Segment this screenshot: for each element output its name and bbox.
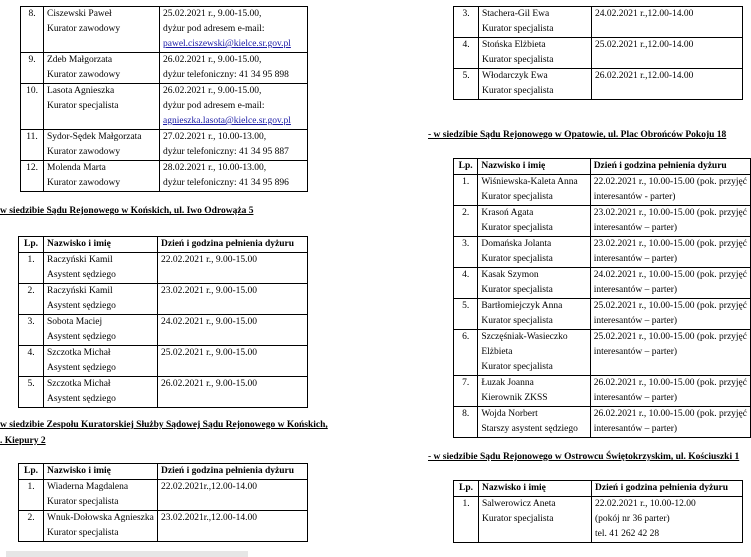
row-name-line: Kurator specjalista: [47, 528, 119, 538]
row-name-cell: [479, 38, 592, 69]
row-duty-cell: [158, 315, 308, 346]
table-row: [19, 346, 308, 377]
table-row: [454, 69, 743, 100]
row-duty-line: dyżur telefoniczny: 41 34 95 898: [163, 70, 289, 80]
row-lp: 5.: [454, 299, 478, 330]
row-name-cell: [44, 315, 158, 346]
row-name-line: Kurator specjalista: [481, 285, 553, 295]
row-name-line: Włodarczyk Ewa: [482, 71, 548, 81]
row-lp: 1.: [454, 175, 478, 206]
row-duty-line: 23.02.2021r.,12.00-14.00: [161, 513, 258, 523]
row-duty-line: 26.02.2021 r., 9.00-15.00,: [163, 86, 262, 96]
row-lp: 8.: [21, 7, 44, 53]
row-name-line: Ciszewski Paweł: [47, 9, 112, 19]
row-duty-line: interesantów – parter): [593, 393, 678, 403]
row-lp: 2.: [19, 284, 44, 315]
row-lp: 7.: [454, 376, 478, 407]
row-duty-cell: [160, 130, 308, 161]
row-duty-line: 25.02.2021 r.,12.00-14.00: [595, 40, 694, 50]
row-duty-line: (pokój nr 36 parter): [595, 514, 670, 524]
row-lp: 4.: [19, 346, 44, 377]
row-name-line: Kurator zawodowy: [47, 147, 121, 157]
row-duty-cell: [158, 253, 308, 284]
row-lp: 3.: [454, 7, 479, 38]
table-row: [454, 497, 743, 543]
table-header-row: [19, 237, 308, 253]
row-name-line: Kurator zawodowy: [47, 178, 121, 188]
section-heading-konskie: w siedzibie Sądu Rejonowego w Końskich, ul. Iwo Odrowąża 5: [0, 206, 254, 216]
row-name-line: Lasota Agnieszka: [47, 86, 115, 96]
row-name-line: Kurator specjalista: [481, 362, 553, 372]
row-name-cell: [44, 253, 158, 284]
row-duty-line: 22.02.2021 r., 10.00-12.00: [595, 499, 696, 509]
row-name-line: Kurator specjalista: [481, 223, 553, 233]
row-duty-line: 25.02.2021 r., 9.00-15.00,: [163, 9, 262, 19]
row-duty-cell: [158, 284, 308, 315]
row-name-line: Bartłomiejczyk Anna: [481, 301, 563, 311]
table-row: [19, 377, 308, 408]
table-ostrowiec-block: [453, 480, 743, 543]
row-duty-cell: [590, 237, 750, 268]
row-name-line: Szczotka Michał: [47, 348, 111, 358]
email-link: agnieszka.lasota@kielce.sr.gov.pl: [163, 116, 291, 126]
row-name-line: Kurator specjalista: [481, 254, 553, 264]
row-duty-cell: [590, 330, 750, 376]
row-duty-line: 25.02.2021 r., 9.00-15.00: [161, 348, 258, 358]
header-duty: Dzień i godzina pełnienia dyżuru: [158, 464, 308, 480]
table-row: [454, 330, 751, 376]
row-name-cell: [478, 330, 590, 376]
row-name-line: Kurator specjalista: [482, 514, 554, 524]
row-lp: 5.: [454, 69, 479, 100]
row-duty-line: 22.02.2021r.,12.00-14.00: [161, 482, 258, 492]
row-duty-line: 23.02.2021 r., 10.00-15.00 (pok. przyjęć: [593, 239, 747, 249]
table-row: [21, 130, 308, 161]
duty-table-opatow: [453, 158, 751, 438]
row-duty-line: interesantów – parter): [593, 316, 678, 326]
row-name-line: Kurator specjalista: [481, 192, 553, 202]
table-header-row: [454, 481, 743, 497]
row-name-line: Sobota Maciej: [47, 317, 103, 327]
table-row: [19, 284, 308, 315]
row-duty-cell: [158, 511, 308, 542]
row-name-line: Asystent sędziego: [47, 332, 116, 342]
row-name-line: Kurator specjalista: [482, 24, 554, 34]
table-header-row: [454, 159, 751, 175]
table-row: [19, 480, 308, 511]
row-name-line: Kierownik ZKSS: [481, 393, 548, 403]
duty-table-zespol: [18, 463, 308, 542]
row-duty-line: interesantów - parter): [593, 192, 676, 202]
row-duty-cell: [158, 346, 308, 377]
row-lp: 4.: [454, 38, 479, 69]
table-row: [21, 161, 308, 192]
row-duty-line: dyżur pod adresem e-mail:: [163, 101, 265, 111]
row-name-line: Szczęśniak-Wasieczko: [481, 332, 568, 342]
row-lp: 8.: [454, 407, 478, 438]
section-heading-zespol: w siedzibie Zespołu Kuratorskiej Służby Sądowej Sądu Rejonowego w Końskich,: [0, 420, 328, 430]
row-duty-cell: [160, 7, 308, 53]
row-duty-cell: [158, 480, 308, 511]
row-duty-line: dyżur pod adresem e-mail:: [163, 24, 265, 34]
table-row: [454, 206, 751, 237]
row-name-cell: [478, 206, 590, 237]
row-name-line: Wiśniewska-Kaleta Anna: [481, 177, 578, 187]
section-heading-opatow: - w siedzibie Sądu Rejonowego w Opatowie, ul. Plac Obrońców Pokoju 18: [428, 130, 727, 140]
row-lp: 10.: [21, 84, 44, 130]
row-name-cell: [44, 84, 160, 130]
row-duty-line: dyżur telefoniczny: 41 34 95 896: [163, 178, 289, 188]
header-lp: Lp.: [454, 481, 479, 497]
row-duty-cell: [590, 268, 750, 299]
row-lp: 1.: [19, 253, 44, 284]
row-duty-cell: [590, 175, 750, 206]
row-name-cell: [44, 130, 160, 161]
row-name-line: Wojda Norbert: [481, 409, 538, 419]
row-name-line: Stońska Elżbieta: [482, 40, 546, 50]
row-duty-cell: [592, 69, 743, 100]
row-name-cell: [478, 376, 590, 407]
duty-table-konskie: [18, 236, 308, 408]
header-name: Nazwisko i imię: [44, 237, 158, 253]
row-duty-line: 24.02.2021 r.,12.00-14.00: [595, 9, 694, 19]
row-duty-line: 25.02.2021 r., 10.00-15.00 (pok. przyjęć: [593, 301, 747, 311]
header-name: Nazwisko i imię: [478, 159, 590, 175]
row-name-cell: [44, 377, 158, 408]
row-name-line: Domańska Jolanta: [481, 239, 552, 249]
header-lp: Lp.: [454, 159, 478, 175]
row-duty-line: 26.02.2021 r., 9.00-15.00,: [163, 55, 262, 65]
row-name-line: Asystent sędziego: [47, 270, 116, 280]
row-duty-line: interesantów – parter): [593, 254, 678, 264]
row-name-cell: [478, 299, 590, 330]
row-duty-cell: [160, 53, 308, 84]
row-duty-line: 26.02.2021 r., 10.00-15.00 (pok. przyjęć: [593, 409, 747, 419]
row-name-line: Molenda Marta: [47, 163, 106, 173]
row-duty-cell: [592, 38, 743, 69]
row-duty-line: 24.02.2021 r., 9.00-15.00: [161, 317, 258, 327]
table-row: [21, 7, 308, 53]
row-name-line: Kurator specjalista: [482, 86, 554, 96]
section-heading-zespol-cont: . Kiepury 2: [0, 436, 46, 446]
row-duty-line: interesantów – parter): [593, 424, 678, 434]
row-lp: 1.: [454, 497, 479, 543]
table-header-row: [19, 464, 308, 480]
row-lp: 3.: [454, 237, 478, 268]
header-lp: Lp.: [19, 464, 44, 480]
row-name-line: Asystent sędziego: [47, 394, 116, 404]
row-name-line: Zdeb Małgorzata: [47, 55, 113, 65]
table-left-top-block: [20, 6, 308, 192]
header-duty: Dzień i godzina pełnienia dyżuru: [158, 237, 308, 253]
section-heading-ostrowiec: - w siedzibie Sądu Rejonowego w Ostrowcu Świętokrzyskim, ul. Kościuszki 1: [428, 452, 740, 462]
row-duty-cell: [592, 497, 743, 543]
row-duty-line: interesantów – parter): [593, 285, 678, 295]
row-duty-line: 28.02.2021 r., 10.00-13.00,: [163, 163, 267, 173]
row-lp: 11.: [21, 130, 44, 161]
gray-strip: [6, 551, 248, 557]
row-name-line: Kurator zawodowy: [47, 70, 121, 80]
table-right-top-block: [453, 6, 743, 100]
row-name-cell: [478, 268, 590, 299]
row-lp: 12.: [21, 161, 44, 192]
header-duty: Dzień i godzina pełnienia dyżuru: [590, 159, 750, 175]
row-name-cell: [479, 7, 592, 38]
row-name-cell: [478, 237, 590, 268]
header-lp: Lp.: [19, 237, 44, 253]
table-row: [454, 38, 743, 69]
row-lp: 9.: [21, 53, 44, 84]
row-name-line: Raczyński Kamil: [47, 255, 113, 265]
row-lp: 3.: [19, 315, 44, 346]
row-lp: 2.: [454, 206, 478, 237]
row-duty-line: 27.02.2021 r., 10.00-13.00,: [163, 132, 267, 142]
row-name-cell: [44, 7, 160, 53]
row-lp: 5.: [19, 377, 44, 408]
row-name-line: Raczyński Kamil: [47, 286, 113, 296]
row-duty-cell: [158, 377, 308, 408]
row-duty-cell: [160, 84, 308, 130]
row-duty-line: interesantów – parter): [593, 347, 678, 357]
row-name-cell: [478, 175, 590, 206]
row-duty-line: 26.02.2021 r., 9.00-15.00: [161, 379, 258, 389]
row-duty-line: dyżur telefoniczny: 41 34 95 887: [163, 147, 289, 157]
duty-table-continued-left: [20, 6, 308, 192]
row-duty-cell: [160, 161, 308, 192]
row-name-line: Asystent sędziego: [47, 363, 116, 373]
table-row: [454, 407, 751, 438]
row-name-line: Starszy asystent sędziego: [481, 424, 578, 434]
table-row: [454, 175, 751, 206]
row-name-cell: [44, 161, 160, 192]
duty-table-continued-right: [453, 6, 743, 100]
row-duty-line: tel. 41 262 42 28: [595, 529, 660, 539]
row-name-cell: [478, 407, 590, 438]
row-lp: 2.: [19, 511, 44, 542]
row-duty-line: 23.02.2021 r., 9.00-15.00: [161, 286, 258, 296]
row-name-cell: [44, 480, 158, 511]
duty-table-ostrowiec: [453, 480, 743, 543]
row-lp: 1.: [19, 480, 44, 511]
row-duty-line: 26.02.2021 r., 10.00-15.00 (pok. przyjęć: [593, 378, 747, 388]
email-link: pawel.ciszewski@kielce.sr.gov.pl: [163, 39, 291, 49]
row-name-line: Asystent sędziego: [47, 301, 116, 311]
row-name-line: Sydor-Sędek Małgorzata: [47, 132, 142, 142]
row-name-cell: [479, 69, 592, 100]
header-duty: Dzień i godzina pełnienia dyżuru: [592, 481, 743, 497]
row-name-line: Kurator specjalista: [47, 497, 119, 507]
row-duty-line: 23.02.2021 r., 10.00-15.00 (pok. przyjęć: [593, 208, 747, 218]
row-name-cell: [44, 511, 158, 542]
row-name-line: Wnuk-Dołowska Agnieszka: [47, 513, 154, 523]
row-lp: 4.: [454, 268, 478, 299]
row-name-cell: [44, 284, 158, 315]
header-name: Nazwisko i imię: [44, 464, 158, 480]
row-duty-cell: [590, 407, 750, 438]
table-row: [454, 237, 751, 268]
table-row: [19, 315, 308, 346]
row-name-cell: [44, 346, 158, 377]
row-duty-line: 22.02.2021 r., 10.00-15.00 (pok. przyjęć: [593, 177, 747, 187]
table-konskie-block: [18, 236, 308, 408]
row-name-line: Kurator specjalista: [482, 55, 554, 65]
row-name-line: Kurator zawodowy: [47, 24, 121, 34]
row-name-line: Kurator specjalista: [481, 316, 553, 326]
table-row: [454, 376, 751, 407]
row-name-line: Szczotka Michał: [47, 379, 111, 389]
row-name-line: Łuzak Joanna: [481, 378, 534, 388]
row-duty-line: 25.02.2021 r., 10.00-15.00 (pok. przyjęć: [593, 332, 747, 342]
row-name-cell: [479, 497, 592, 543]
row-name-line: Kasak Szymon: [481, 270, 539, 280]
table-row: [19, 253, 308, 284]
row-name-line: Wiaderna Magdalena: [47, 482, 129, 492]
row-duty-line: interesantów – parter): [593, 223, 678, 233]
row-name-line: Stachera-Gil Ewa: [482, 9, 550, 19]
table-row: [454, 299, 751, 330]
row-duty-line: 26.02.2021 r.,12.00-14.00: [595, 71, 694, 81]
header-name: Nazwisko i imię: [479, 481, 592, 497]
row-duty-cell: [590, 206, 750, 237]
row-lp: 6.: [454, 330, 478, 376]
table-opatow-block: [453, 158, 751, 438]
row-name-line: Elżbieta: [481, 347, 513, 357]
row-duty-cell: [590, 299, 750, 330]
table-row: [454, 7, 743, 38]
row-duty-cell: [592, 7, 743, 38]
row-duty-line: 22.02.2021 r., 9.00-15.00: [161, 255, 258, 265]
row-name-line: Krasoń Agata: [481, 208, 534, 218]
row-duty-cell: [590, 376, 750, 407]
table-row: [19, 511, 308, 542]
table-row: [21, 84, 308, 130]
table-row: [454, 268, 751, 299]
table-row: [21, 53, 308, 84]
row-duty-line: 24.02.2021 r., 10.00-15.00 (pok. przyjęć: [593, 270, 747, 280]
row-name-cell: [44, 53, 160, 84]
table-zespol-block: [18, 463, 308, 542]
row-name-line: Salwerowicz Aneta: [482, 499, 556, 509]
row-name-line: Kurator specjalista: [47, 101, 119, 111]
